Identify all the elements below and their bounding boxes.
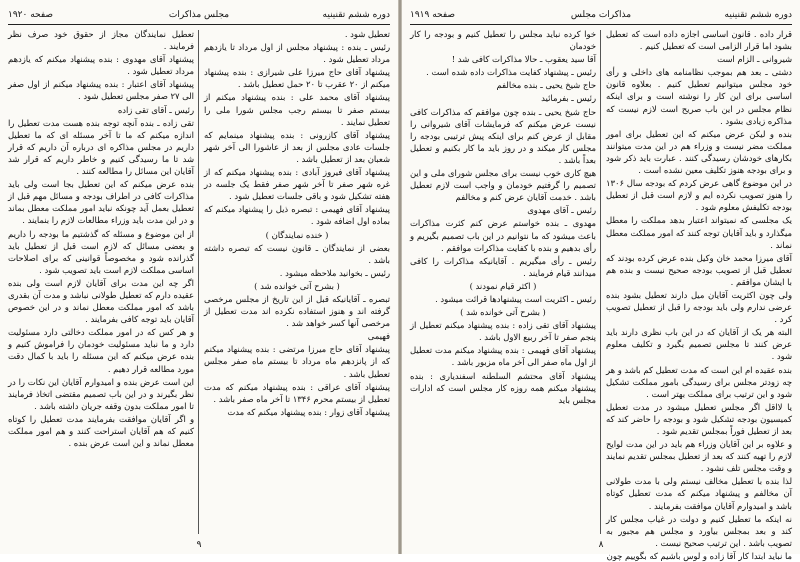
right-page-footer-number: ۸ xyxy=(598,540,604,550)
paragraph: رئیس ـ بخوانید ملاحظه میشود . xyxy=(279,267,390,278)
paragraph: پیشنهاد آقای حاج میرزا علی شیرازی : بنده پیشنهاد میکنم از ۲۰ عقرب تا ۲۰ حمل تعطیل باشد . xyxy=(204,67,390,90)
paragraph: پیشنهاد آقای فیروز آبادی : بنده پیشنهاد میکنم که از غره شهر صفر تا آخر شهر صفر فقط یک جلسه در هفته تشکیل شود و باقی جلسات تعطیل شود . xyxy=(204,167,390,202)
paragraph: پیشنهاد آقای فهیمی : تبصره ذیل را پیشنهاد میکنم که بماده اول اضافه شود . xyxy=(204,204,390,227)
paragraph: رئیس ـ آقای تقی زاده xyxy=(117,104,194,115)
paragraph: و هر کس که در امور مملکت دخالتی دارد مسئولیت دارد و ما نباید مسئولیت خودمان را فراموش کنیم و بنده عرض میکنم که این مسئله را باید با کمال دقت مورد مطالعه قرار دهیم . xyxy=(8,327,194,374)
right-header-rule xyxy=(410,24,792,25)
paragraph: پیشنهاد آقای حاج میرزا مرتضی : بنده پیشنهاد میکنم که از پانزدهم ماه مرداد تا بیستم ماه صفر مجلس تعطیل باشد . xyxy=(204,344,390,379)
left-page-header xyxy=(8,8,390,22)
paragraph: تبصره ـ آقایانیکه قبل از این تاریخ از مجلس مرخصی گرفته اند و هنوز استفاده نکرده اند مدت تعطیل از مرخصی آنها کسر خواهد شد . xyxy=(204,293,390,329)
left-page xyxy=(0,0,398,554)
paragraph: خوا کرده نباید مجلس را تعطیل کنیم و بودجه را کار خودمان xyxy=(410,29,596,52)
left-page-right-column xyxy=(204,28,390,534)
paragraph: و اگر آقایان موافقت بفرمایند مدت تعطیل را کوتاه کنیم که هم آقایان استراحت کنند و هم امور مملکت معطل نماند و این است عرض بنده . xyxy=(8,413,194,449)
paragraph: رئیس ـ رأی میگیریم . آقایانیکه مذاکرات را کافی میدانند قیام فرمایند . xyxy=(410,255,596,278)
left-column-divider xyxy=(198,30,199,534)
left-page-title: مجلس مذاکرات xyxy=(168,10,230,20)
paragraph: پیشنهاد آقای مهدوی : بنده پیشنهاد میکنم که یازدهم مرداد تعطیل شود . xyxy=(8,54,194,77)
right-page-left-column xyxy=(410,28,596,534)
paragraph: ( خنده نمایندگان ) xyxy=(265,229,329,240)
paragraph: رئیس ـ بفرمائید xyxy=(541,93,596,104)
paragraph: رئیس ـ بنده : پیشنهاد مجلس از اول مرداد تا یازدهم مرداد تعطیل شود . xyxy=(204,42,390,65)
paragraph: بعضی از نمایندگان ـ قانون نیست که تبصره داشته باشد . xyxy=(204,242,390,265)
right-page-term: دوره ششم تقنینیه xyxy=(724,10,792,20)
paragraph: پیشنهاد آقای اعتبار : بنده پیشنهاد میکنم از اول صفر الی ۲۷ صفر مجلس تعطیل شود . xyxy=(8,79,194,102)
paragraph: پیشنهاد آقای عراقی : بنده پیشنهاد میکنم که مدت تعطیل از بیستم محرم ۱۳۴۶ تا آخر ماه صفر باشد . xyxy=(204,381,390,404)
right-page-title: مذاکرات مجلس xyxy=(570,10,632,20)
paragraph: در این موضوع گاهی عرض کردم که بودجه سال ۱۳۰۶ را هنوز تصویب نکرده ایم و لازم است قبل از تعطیل بودجه تکلیفش معلوم شود . xyxy=(606,178,792,213)
paragraph: آقا سید یعقوب ـ حالا مذاکرات کافی شد ! xyxy=(451,54,596,65)
paragraph: بنده و لیکن عرض میکنم که این تعطیل برای امور مملکت مضر نیست و وزراء هم در این مدت میتوانند بکارهای خودشان رسیدگی کنند . عبارت باید ذکر شود و برای بودجه هنوز تکلیف معین نشده است . xyxy=(606,128,792,176)
paragraph: فهیمی xyxy=(367,331,390,342)
paragraph: پیشنهاد آقای فهیمی : بنده پیشنهاد میکنم مدت تعطیل از اول ماه صفر الی آخر ماه مزبور باشد . xyxy=(410,345,596,368)
paragraph: دشتی ـ بعد هم بموجب نظامنامه های داخلی و رأی خود مجلس میتوانیم تعطیل کنیم . بعلاوه قانون اساسی برای این کار را نوشته است و برای اینکه نظام مجلس در این باب صریح است لازم نیست که مذاکره زیادی بشود . xyxy=(606,67,792,126)
paragraph: یک مجلسی که نمیتواند اعتبار بدهد مملکت را معطل میگذارد و باید آقایان توجه کنند که امور مملکت معطل نماند . xyxy=(606,215,792,250)
right-page-right-column xyxy=(606,28,792,561)
paragraph: پیشنهاد آقای تقی زاده : بنده پیشنهاد میکنم تعطیل از پنجم صفر تا آخر ربیع الاول باشد . xyxy=(410,320,596,343)
left-page-number-label: صفحه ۱۹۲۰ xyxy=(8,10,54,20)
paragraph: پیشنهاد آقای زوار : بنده پیشنهاد میکنم که مدت xyxy=(227,406,390,417)
left-page-left-column xyxy=(8,28,194,534)
paragraph: از این موضوع و مسئله که گذشتیم ما بودجه را داریم و بعضی مسائل که لازم است قبل از تعطیل باید گذرانده شود و مخصوصاً قوانینی که برای اصلاحات اساسی مملکت لازم است باید تصویب شود . xyxy=(8,228,194,275)
paragraph: پیشنهاد آقای محتشم السلطنه اسفندیاری : بنده پیشنهاد میکنم همه روزه کار مجلس است که ادارات مجلس باید xyxy=(410,370,596,405)
paragraph: شیروانی ـ الزام است xyxy=(717,54,792,65)
paragraph: پیشنهاد آقای محمد علی : بنده پیشنهاد میکنم از بیستم صفر تا بیستم رجب مجلس شورا ملی را تعطیل نمایند . xyxy=(204,92,390,127)
paragraph: نه اینکه ما تعطیل کنیم و دولت در غیاب مجلس کار کند و بعد بمجلس بیاورد و مجلس هم مجبور به تصویب باشد . این ترتیب صحیح نیست . xyxy=(606,513,792,548)
paragraph: البته هر یک از آقایان که در این باب نظری دارند باید عرض کنند تا مجلس تصمیم بگیرد و تکلیف معلوم شود . xyxy=(606,327,792,362)
paragraph: هیچ کاری خوب نیست برای مجلس شورای ملی و این تصمیم را گرفتیم خودمان و واجب است لازم تعطیل باشد . خدمت آقایان عرض کنم و مخالفم xyxy=(410,168,596,203)
paragraph: رئیس ـ پیشنهاد کفایت مذاکرات داده شده است . xyxy=(426,67,596,78)
right-page-number-label: صفحه ۱۹۱۹ xyxy=(410,10,456,20)
paragraph: مهدوی ـ بنده خواستم عرض کنم کثرت مذاکرات باعث میشود که ما نتوانیم در این باب تصمیم بگیریم و رأی بدهیم و بنده با کفایت مذاکرات موافقم . xyxy=(410,218,596,253)
paragraph: تعطیل نمایندگان مجاز از حقوق خود صرف نظر فرمایند . xyxy=(8,29,194,52)
paragraph: ولی چون اکثریت آقایان میل دارند تعطیل بشود بنده عرضی ندارم ولی باید بودجه را قبل از تعطیل تصویب کرد . xyxy=(606,289,792,325)
paragraph: ( اکثر قیام نمودند ) xyxy=(469,280,537,291)
paragraph: این است عرض بنده و امیدوارم آقایان این نکات را در نظر بگیرند و در این باب تصمیم مقتضی اتخاذ فرمایند تا امور مملکت بدون وقفه جریان داشته باشد . xyxy=(8,376,194,411)
paragraph: تعطیل شود . xyxy=(344,29,390,39)
paragraph: ما نباید ابتدا کار آقا زاده و لوس باشیم که بگوییم چون xyxy=(606,550,792,561)
paragraph: اگر چه این مدت برای آقایان لازم است ولی بنده عقیده دارم که تعطیل طولانی نباشد و مدت آن بقدری باشد که امور مملکت معطل نماند و در این خصوص آقایان باید توجه کافی بفرمایند . xyxy=(8,277,194,325)
paragraph: یا لااقل اگر مجلس تعطیل میشود در مدت تعطیل کمیسیون بودجه تشکیل شود و بودجه را حاضر کند که بعد از تعطیل فوراً بمجلس تقدیم شود . xyxy=(606,401,792,436)
paragraph: بنده عرض میکنم که این تعطیل بجا است ولی باید مذاکرات کافی در اطراف بودجه و مسائل مهم قبل از تعطیل بعمل آید چونکه نباید امور مملکت معطل بماند و در این مدت باید وزراء مطالعات لازم را بنمایند . xyxy=(8,179,194,226)
right-column-divider xyxy=(600,30,601,534)
paragraph: و علاوه بر این آقایان وزراء هم باید در این مدت لوایح لازم را تهیه کنند که بعد از تعطیل بمجلس تقدیم نمایند و وقت مجلس تلف نشود . xyxy=(606,439,792,474)
left-page-term: دوره ششم تقنینیه xyxy=(322,10,390,20)
paragraph: پیشنهاد آقای کازرونی : بنده پیشنهاد مینمایم که جلسات عادی مجلس از بعد از عاشورا الی آخر شهر شعبان بعد از تعطیل باشد . xyxy=(204,129,390,164)
paragraph: قرار داده . قانون اساسی اجازه داده است که تعطیل بشود اما قرار الزامی است که تعطیل کنیم . xyxy=(606,29,792,52)
right-page xyxy=(402,0,800,561)
paragraph: ( بشرح آتی خوانده شد ) xyxy=(460,307,546,318)
paragraph: لذا بنده با تعطیل مخالف نیستم ولی با مدت طولانی آن مخالفم و پیشنهاد میکنم که مدت تعطیل کوتاه باشد و امیدوارم آقایان موافقت بفرمایند . xyxy=(606,476,792,511)
left-page-footer-number: ۹ xyxy=(196,540,202,550)
paragraph: حاج شیخ یحیی ـ بنده مخالفم xyxy=(496,80,596,91)
paragraph: حاج شیخ یحیی ـ بنده چون موافقم که مذاکرات کافی نیست عرض میکنم که فرمایشات آقای شیروانی را مقابل از عرض کنم برای اینکه پیش ترتیبی بودجه را مجلس کار میکند و در روز باید ما کار بکنیم و تعطیل بعداً باشد . xyxy=(410,106,596,165)
right-page-header xyxy=(410,8,792,22)
left-header-rule xyxy=(8,24,390,25)
paragraph: رئیس ـ اکثریت است پیشنهادها قرائت میشود . xyxy=(435,293,596,304)
paragraph: آقای میرزا محمد خان وکیل بنده عرض کرده بودند که تعطیل قبل از تصویب بودجه صحیح نیست و بنده هم با ایشان موافقم . xyxy=(606,252,792,287)
paragraph: بنده عقیده ام این است که مدت تعطیل کم باشد و هر چه زودتر مجلس برای رسیدگی بامور مملکت تشکیل شود و این ترتیب برای مملکت بهتر است . xyxy=(606,364,792,399)
paragraph: تقی زاده ـ بنده آنچه توجه بنده هست مدت تعطیل را اندازه میکنم که ما تا آخر مسئله ای که ما تعطیل داریم در مجلس مذاکره ای درباره آن داریم که قرار شد تا ما رسیدگی کنیم و خاطر داریم که قرار شد آقایان این مسائل را مطالعه کنند . xyxy=(8,117,194,177)
paragraph: رئیس ـ آقای مهدوی xyxy=(527,205,596,216)
paragraph: ( بشرح آتی خوانده شد ) xyxy=(254,280,340,291)
